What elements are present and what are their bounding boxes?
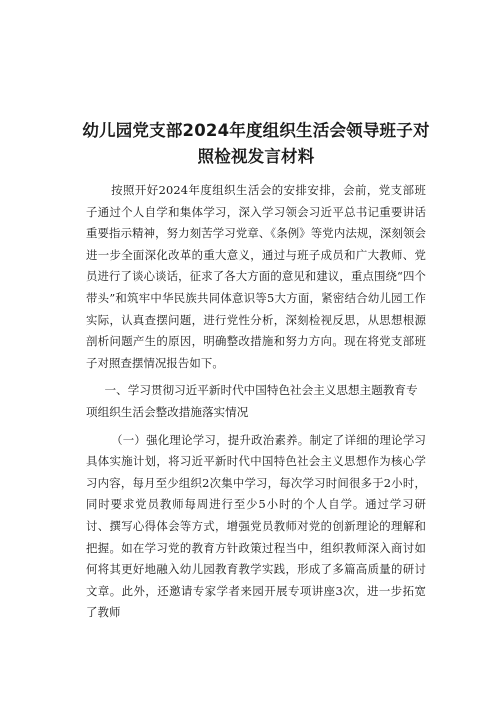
subsection-paragraph [86,430,426,624]
document-title [74,118,438,170]
subsection-lead: （一）强化理论学习，提升政治素养。 [111,432,310,447]
intro-paragraph: 按照开好2024年度组织生活会的安排安排，会前，党支部班子通过个人自学和集体学习，深入学习领会习近平总书记重要讲话重要指示精神，努力刻苦学习党章、《条例》等党内法规，深刻领会进一步全面深化改革的重大意义，通过与班子成员和广大教师、党员进行了谈心谈话，征求了各大方面的意见和建议，重点围绕“四个带头”和筑牢中华民族共同体意识等5大方面，紧密结合幼儿园工作实际，认真查摆问题，进行党性分析，深刻检视反思，从思想根源剖析问题产生的原因，明确整改措施和努力方向。现在将党支部班子对照查摆情况报告如下。 [86,183,426,370]
title-line-1: 幼儿园党支部2024年度组织生活会领导班子对 [82,121,430,140]
subsection-body: 制定了详细的理论学习具体实施计划，将习近平新时代中国特色社会主义思想作为核心学习内容，每月至少组织2次集中学习，每次学习时间很多于2小时，同时要求党员教师每周进行至少5小时的个人自学。通过学习研讨、撰写心得体会等方式，增强党员教师对党的创新理论的理解和把握。如在学习党的教育方针政策过程当中，组织教师深入商讨如何将其更好地融入幼儿园教育教学实践，形成了多篇高质量的研讨文章。此外，还邀请专家学者来园开展专项讲座3次，进一步拓宽了教师 [86,432,426,620]
section-heading: 一、学习贯彻习近平新时代中国特色社会主义思想主题教育专项组织生活会整改措施落实情况 [86,383,418,419]
title-line-2: 照检视发言材料 [197,147,315,166]
